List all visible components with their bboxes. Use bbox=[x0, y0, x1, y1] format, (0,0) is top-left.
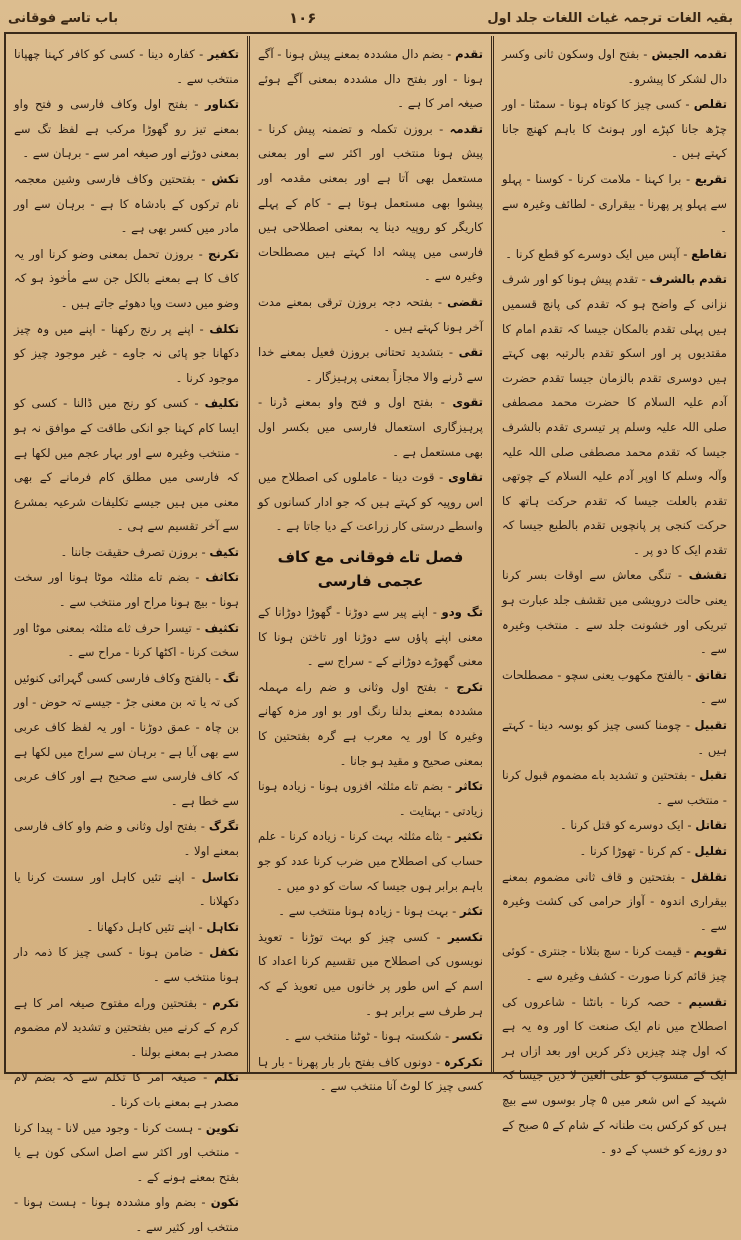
dictionary-entry bbox=[258, 1024, 483, 1049]
entry-definition: - بفتحتین و تشدید باے مضموم قبول کرنا - منتخب سے ۔ bbox=[502, 768, 727, 807]
entry-headword: تقبل bbox=[699, 768, 727, 783]
dictionary-entry bbox=[258, 675, 483, 773]
entry-headword: تقاطع bbox=[691, 246, 727, 261]
dictionary-entry bbox=[502, 939, 727, 988]
dictionary-entry bbox=[14, 865, 239, 914]
dictionary-entry bbox=[502, 990, 727, 1162]
entry-headword: تقریع bbox=[694, 171, 727, 186]
entry-definition: - اپنے تئیں کاہل دکھانا ۔ bbox=[86, 919, 203, 934]
entry-definition: - اپنے تئیں کاہل اور سست کرنا یا دکھلانا ۔ bbox=[14, 869, 239, 909]
column-2 bbox=[250, 36, 494, 1094]
dictionary-entry bbox=[258, 600, 483, 674]
entry-headword: تکفیر bbox=[207, 47, 240, 61]
entry-headword: تکثر bbox=[459, 904, 483, 919]
entry-headword: تکون bbox=[210, 1195, 240, 1210]
entry-definition: - چومنا کسی چیز کو بوسہ دینا - کہتے ہیں ۔ bbox=[502, 718, 727, 757]
dictionary-entry bbox=[14, 540, 239, 565]
entry-headword: تقلقل bbox=[690, 869, 728, 884]
entry-headword: تکرج bbox=[456, 679, 484, 694]
entry-headword: تکسیر bbox=[448, 929, 483, 944]
entry-definition: - بثاے مثلثہ بہت کرنا - زیادہ کرنا - علم حساب کی اصطلاح میں ضرب کرنا عدد کو جو باہم برابر ہوں جیسا کہ سات کو دو میں ۔ bbox=[258, 829, 483, 893]
entry-headword: تکسر bbox=[452, 1029, 483, 1044]
entry-definition: - بفتحتین وراے مفتوح صیغہ امر کا ہے کرم کے کرنے میں بفتحتین و تشدید لام مضموم مصدر ہے بمعنے بولنا ۔ bbox=[14, 995, 239, 1059]
dictionary-entry bbox=[14, 317, 239, 391]
entry-headword: تقبیل bbox=[694, 718, 728, 733]
entry-definition: - ضامن ہونا - کسی چیز کا ذمہ دار ہونا منتخب سے ۔ bbox=[14, 945, 239, 984]
entry-definition: - کفارہ دینا - کسی کو کافر کہنا چھپانا منتخب سے ۔ bbox=[14, 47, 239, 86]
dictionary-entry bbox=[258, 465, 483, 539]
dictionary-entry bbox=[502, 839, 727, 864]
dictionary-entry bbox=[14, 42, 239, 91]
entry-headword: تکاثف bbox=[205, 570, 240, 585]
dictionary-entry bbox=[258, 925, 483, 1023]
dictionary-entry bbox=[14, 242, 239, 316]
entry-headword: تقاتق bbox=[695, 667, 727, 682]
entry-headword: تگرگ bbox=[208, 819, 240, 834]
running-head-left: باب تاسے فوقانی bbox=[8, 10, 119, 26]
dictionary-entry bbox=[502, 813, 727, 838]
page-number: ۱۰۶ bbox=[289, 9, 317, 27]
entry-definition: - بروزن تحمل بمعنی وضو کرنا اور یہ کاف کا ہے بمعنے بالکل جن سے مأخوذ ہو کہ وضو میں دست وپا دھوئے جاتے ہیں ۔ bbox=[14, 246, 239, 310]
entry-definition: - کسی چیز کا کوتاہ ہونا - سمٹنا - اور چڑھ جانا کپڑے اور ہونٹ کا باہم کھنچ جانا کہتے ہیں ۔ bbox=[502, 97, 727, 161]
entry-headword: تکلیف bbox=[204, 396, 239, 411]
dictionary-entry bbox=[14, 391, 239, 539]
text-columns bbox=[6, 36, 735, 1234]
dictionary-entry bbox=[258, 42, 483, 116]
dictionary-entry bbox=[14, 616, 239, 665]
dictionary-entry bbox=[502, 763, 727, 812]
dictionary-entry bbox=[258, 117, 483, 289]
entry-headword: تکفل bbox=[209, 945, 240, 960]
running-head-right: بقیہ الغات ترجمہ غیاث اللغات جلد اول bbox=[487, 10, 733, 26]
dictionary-entry bbox=[502, 267, 727, 562]
entry-headword: تکثیر bbox=[455, 829, 484, 844]
entry-headword: تگ ودو bbox=[441, 605, 484, 620]
dictionary-entry bbox=[14, 92, 239, 166]
entry-headword: تکناور bbox=[204, 97, 240, 112]
column-1 bbox=[494, 36, 735, 1157]
entry-definition: - تقدم پیش ہونا کو اور شرف نزانی کے واضح ہو کہ تقدم کی پانچ قسمیں ہیں پہلی تقدم بالمکان جیسا کہ تقدم امام کا مقتدیوں پر اور اسکو تقدم بالرتبہ بھی کہتے ہیں دوسری تقدم بالزمان جیسا تقدم حضرت آدم علیہ السلام کا حضرت محمد مصطفی صلی اللہ علیہ وسلم پر تیسری تقدم بالشرف جیسا کہ تقدم محمد مصطفی صلی اللہ علیہ وآلہ وسلم کا اوپر آدم علیہ السلام کے چوتھی تقدم بالعلت جیسا کہ تقدم حرکت ہاتھ کا حرکت کنجی پر پانچویں تقدم بالطبع جیسا کہ تقدم ایک کا دو پر ۔ bbox=[502, 272, 727, 557]
entry-definition: - حصہ کرنا - بانٹنا - شاعروں کی اصطلاح میں نام ایک صنعت کا اور وہ یہ ہے کہ اول چند چیزیں ذکر کریں اور بعد ازاں ہر ایک کے منسوب کو علی العین لا دیں جیسا کہ شہید کے اس شعر میں ۵ چار بوسوں سے بیچ ہیں کو کرکس بت طنانہ کے شام کے ۵ صبح کے دو روزے کو خسپ کے دو ۔ bbox=[501, 994, 727, 1157]
entry-headword: تکاہل bbox=[206, 919, 239, 934]
entry-definition: - ایک دوسرے کو قتل کرنا ۔ bbox=[559, 818, 692, 833]
entry-headword: تکیف bbox=[209, 544, 239, 559]
entry-definition: - اپنے پر رنج رکھنا - اپنے میں وہ چیز دکھانا جو پائی نہ جاوے - غیر موجود چیز کو موجود کرنا ۔ bbox=[14, 321, 239, 385]
entry-definition: - بالفتح وکاف فارسی کسی گہرائی کنوئیں کی تہ یا تہ بن معنی جڑ - جیسے تہ حوض - اور بن چاہ - عمق دوڑنا - اور یہ لفظ کاف عربی سے بھی آیا ہے - برہان سے سراج میں لکھا ہے کہ کاف فارسی سے صحیح ہے اور کاف عربی سے خطا ہے ۔ bbox=[14, 670, 239, 808]
column-3 bbox=[6, 36, 250, 1234]
dictionary-entry bbox=[14, 915, 239, 940]
entry-definition: - بفتحہ دجہ بروزن ترقی بمعنے مدت آخر ہونا کہتے ہیں ۔ bbox=[258, 294, 483, 334]
entry-definition: - بفتح اول وثانی و ضم راے مہملہ مشددہ بمعنے بدلنا رنگ اور بو اور مزہ کھانے وغیرہ کا اور یہ معرب ہے گرہ بفتحتین کا بمعنی صحیح و مقید ہو جانا ۔ bbox=[258, 679, 483, 768]
entry-headword: تگ bbox=[222, 670, 240, 685]
entry-headword: تقدم بالشرف bbox=[649, 272, 728, 287]
entry-headword: تکش bbox=[211, 171, 240, 186]
dictionary-entry bbox=[502, 242, 727, 267]
entry-headword: تکلم bbox=[214, 1070, 240, 1085]
dictionary-entry bbox=[258, 899, 483, 924]
entry-definition: - دونوں کاف بفتح بار بار پھرنا - بار ہا کسی چیز کا لوٹ آنا منتخب سے ۔ bbox=[258, 1054, 483, 1094]
entry-definition: - برا کہنا - ملامت کرنا - کوسنا - پہلو سے پہلو پر پھرنا - بیقراری - لطائف وغیرہ سے ۔ bbox=[502, 171, 727, 236]
entry-definition: - بالفتح مکھوب یعنی سچو - مصطلحات سے ۔ bbox=[502, 667, 727, 707]
entry-definition: - بفتح اول وکاف فارسی و فتح واو بمعنے تیز رو گھوڑا مرکب ہے لفظ تگ سے بمعنی دوڑنے اور صیغہ امر سے - برہان سے ۔ bbox=[14, 97, 239, 161]
entry-definition: - صیغہ امر کا تکلم سے کہ بضم لام مصدر ہے بمعنے بات کرنا ۔ bbox=[14, 1070, 239, 1109]
entry-definition: - بضم واو مشددہ ہونا - ہست ہونا - منتخب اور کثیر سے ۔ bbox=[14, 1195, 239, 1234]
entry-headword: تقاوی bbox=[448, 470, 484, 485]
dictionary-entry bbox=[502, 92, 727, 166]
entry-definition: - قوت دینا - عاملوں کی اصطلاح میں اس روپیہ کو کہتے ہیں کہ جو ادار کسانوں کو واسطے درستی کار زراعت کے دیا جاتا ہے ۔ bbox=[258, 470, 483, 534]
entry-definition: - کم کرنا - تھوڑا کرنا ۔ bbox=[579, 844, 691, 858]
dictionary-entry bbox=[258, 774, 483, 823]
entry-definition: - بفتحتین وکاف فارسی وشین معجمہ نام ترکوں کے بادشاہ کا ہے - برہان سے اور مادر میں کسر بھی ہے ۔ bbox=[14, 171, 239, 236]
dictionary-entry bbox=[502, 713, 727, 762]
entry-headword: تقضی bbox=[447, 294, 484, 309]
entry-definition: - بضم تاے مثلثہ افزوں ہونا - زیادہ ہونا زیادتی - بہتایت ۔ bbox=[258, 779, 483, 818]
entry-definition: - کسی چیز کو بہت توڑنا - تعویذ نویسوں کی اصطلاح میں تقسیم کرنا اعداد کا اسم کے اس طور پر خانوں میں تعویذ کے کہ ہر طرف سے برابر ہو ۔ bbox=[258, 929, 483, 1018]
entry-headword: تقدم bbox=[455, 47, 483, 61]
entry-headword: تکلف bbox=[209, 321, 239, 336]
entry-headword: تکرکرہ bbox=[443, 1054, 483, 1069]
entry-headword: تقلص bbox=[693, 97, 728, 112]
dictionary-entry bbox=[14, 666, 239, 814]
entry-headword: تقشف bbox=[688, 568, 727, 583]
entry-headword: تکثیف bbox=[204, 620, 240, 635]
entry-definition: - بروزن تکملہ و تضمنہ پیش کرنا - پیش ہونا منتخب اور اکثر سے اور بمعنی مستعمل بھی آتا ہے اور بمعنی مقدمہ اور پیشوا بھی مستعمل ہوتا ہے - کام کے پہلے کاریگر کو روپیہ دینا یہ بمعنی اصطلاحی ہیں فارسی میں پیشہ ادا کہتے ہیں مصطلحات وغیرہ سے ۔ bbox=[258, 121, 483, 284]
entry-definition: - قیمت کرنا - سچ بتلانا - جنتری - کوئی چیز قائم کرنا صورت - کشف وغیرہ سے ۔ bbox=[502, 944, 727, 983]
entry-headword: تکرم bbox=[212, 995, 239, 1010]
entry-definition: - آپس میں ایک دوسرے کو قطع کرنا ۔ bbox=[505, 246, 688, 261]
entry-headword: تکاسل bbox=[201, 869, 239, 884]
dictionary-entry bbox=[14, 991, 239, 1065]
entry-definition: - بفتح اول و فتح واو بمعنے ڈرنا - پرہیزگاری استعمال فارسی میں بکسر اول بھی مستعمل ہے ۔ bbox=[258, 395, 483, 459]
dictionary-entry bbox=[258, 290, 483, 339]
entry-definition: - ہست کرنا - وجود میں لانا - پیدا کرنا - منتخب اور اکثر سے اصل اسکی کون ہے یا بفتح بمعنے ہونے کے ۔ bbox=[14, 1120, 239, 1184]
entry-headword: تقویم bbox=[693, 944, 728, 959]
entry-definition: - اپنے پیر سے دوڑنا - گھوڑا دوڑانا کے معنی اپنے پاؤں سے دوڑنا اور تاختن ہونا کا معنی گھوڑے دوڑانے کے - سراج سے ۔ bbox=[258, 605, 483, 669]
dictionary-entry bbox=[502, 42, 727, 91]
entry-headword: تفلیل bbox=[694, 844, 727, 858]
dictionary-entry bbox=[14, 565, 239, 614]
entry-definition: - بضم دال مشددہ بمعنے پیش ہونا - آگے ہونا - اور بفتح دال مشددہ بمعنی آگے ہوئے صیغہ امر کا ہے ۔ bbox=[258, 47, 483, 111]
entry-definition: - بفتحتین و قاف ثانی مضموم بمعنے بیقراری اندوہ - آواز حرامی کی کشت وغیرہ سے ۔ bbox=[502, 869, 727, 933]
dictionary-entry bbox=[14, 1190, 239, 1239]
section-heading: فصل تاے فوقانی مع کاف عجمی فارسی bbox=[277, 547, 464, 591]
dictionary-entry bbox=[14, 940, 239, 989]
entry-definition: - کسی کو رنج میں ڈالنا - کسی کو ایسا کام کہنا جو انکی طاقت کے موافق نہ ہو - منتخب وغیرہ سے اور بہار عجم میں لکھا ہے کہ فارسی میں مطلق کام فرمانے کے بھی معنی میں ہیں جیسے تکلیفات شرعیہ بمشرع سے آخر تقسیم سے ہی ۔ bbox=[14, 396, 239, 534]
entry-definition: - تیسرا حرف ثاے مثلثہ بمعنی موٹا اور سخت کرنا - اکٹھا کرنا - مراح سے ۔ bbox=[14, 620, 239, 660]
entry-headword: تقسیم bbox=[688, 994, 727, 1009]
entry-definition: - بفتح اول وثانی و ضم واو کاف فارسی بمعنے اولا ۔ bbox=[14, 819, 239, 858]
entry-headword: تقاتل bbox=[695, 818, 727, 833]
dictionary-entry bbox=[502, 865, 727, 939]
entry-headword: تقدمہ bbox=[449, 121, 483, 136]
dictionary-entry bbox=[258, 340, 483, 389]
entry-definition: - شکستہ ہونا - ٹوٹنا منتخب سے ۔ bbox=[283, 1029, 450, 1044]
dictionary-entry bbox=[502, 563, 727, 661]
entry-headword: تقدمہ الجیش bbox=[651, 47, 728, 61]
entry-headword: تکرنج bbox=[207, 246, 240, 261]
entry-headword: تقوی bbox=[452, 395, 484, 410]
entry-definition: - تنگی معاش سے اوقات بسر کرنا یعنی حالت درویشی میں تقشف جلد عبارت ہو تبریکی اور خشونت جلد سے ۔ منتخب وغیرہ سے ۔ bbox=[502, 568, 727, 657]
dictionary-entry bbox=[14, 167, 239, 241]
dictionary-entry bbox=[14, 1116, 239, 1190]
entry-headword: تکوین bbox=[205, 1120, 239, 1135]
dictionary-entry bbox=[14, 814, 239, 863]
entry-definition: - بتشدید تحتانی بروزن فعیل بمعنے خدا سے ڈرنے والا مجازاً بمعنی پرہیزگار ۔ bbox=[258, 345, 483, 384]
dictionary-entry bbox=[258, 824, 483, 898]
dictionary-entry bbox=[258, 390, 483, 464]
dictionary-entry bbox=[258, 1050, 483, 1099]
dictionary-entry bbox=[502, 663, 727, 712]
entry-headword: تکاثر bbox=[455, 779, 483, 794]
entry-definition: - بہت ہونا - زیادہ ہونا منتخب سے ۔ bbox=[278, 904, 457, 919]
entry-headword: تقی bbox=[458, 345, 483, 360]
dictionary-entry bbox=[14, 1065, 239, 1114]
page-header bbox=[8, 6, 733, 30]
entry-definition: - بضم تاے مثلثہ موٹا ہونا اور سخت ہونا - بیچ ہونا مراح اور منتخب سے ۔ bbox=[14, 570, 239, 610]
entry-definition: - بروزن تصرف حقیقت جاننا ۔ bbox=[60, 544, 206, 559]
dictionary-entry bbox=[502, 167, 727, 241]
entry-definition: - بفتح اول وسکون ثانی وکسر دال لشکر کا پیشرو۔ bbox=[502, 47, 727, 86]
